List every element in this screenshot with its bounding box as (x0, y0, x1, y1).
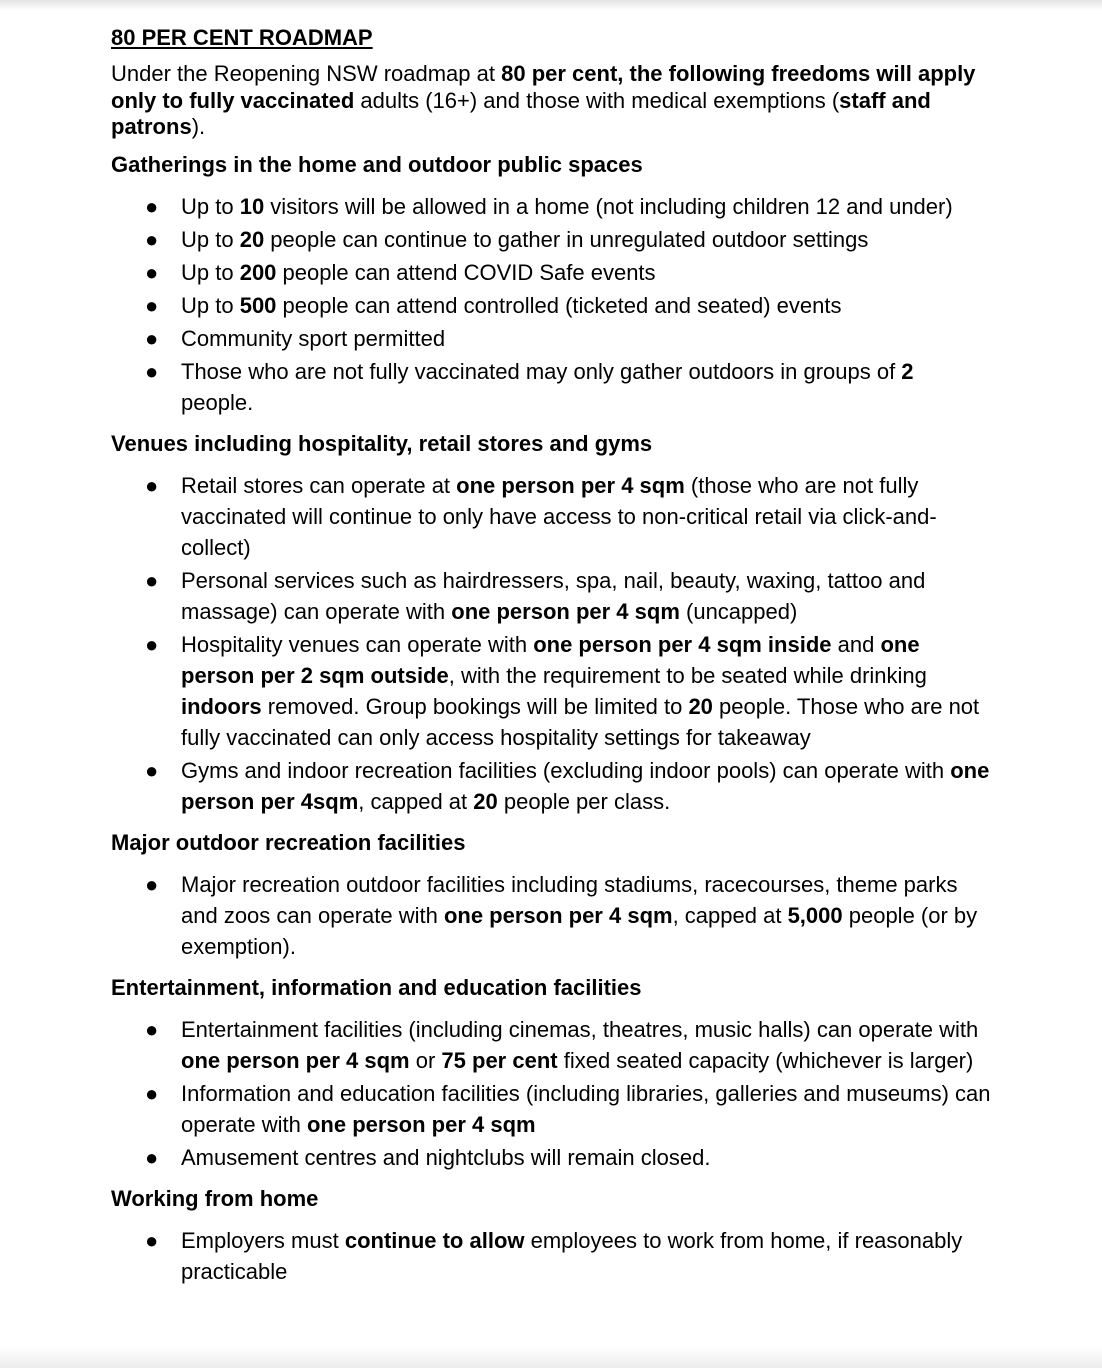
list-item: ● Those who are not fully vaccinated may only gather outdoors in groups of 2 people. (111, 356, 991, 418)
list-item: ● Personal services such as hairdressers, spa, nail, beauty, waxing, tattoo and massage) can operate with one person per 4 sqm (uncapped) (111, 565, 991, 627)
list-item: ● Employers must continue to allow employees to work from home, if reasonably practicable (111, 1225, 991, 1287)
list-item: ● Up to 500 people can attend controlled (ticketed and seated) events (111, 290, 991, 321)
list-item: ● Gyms and indoor recreation facilities (excluding indoor pools) can operate with one person per 4sqm, capped at 20 people per class. (111, 755, 991, 817)
list-item: ● Amusement centres and nightclubs will remain closed. (111, 1142, 991, 1173)
list-item: ● Community sport permitted (111, 323, 991, 354)
bullet-icon: ● (145, 1227, 159, 1253)
list-item: ● Up to 200 people can attend COVID Safe events (111, 257, 991, 288)
list-venues (111, 470, 991, 817)
bullet-icon: ● (145, 1080, 159, 1106)
heading-venues: Venues including hospitality, retail stores and gyms (111, 430, 653, 456)
bullet-icon: ● (145, 325, 159, 351)
list-item: ● Hospitality venues can operate with one person per 4 sqm inside and one person per 2 sqm outside, with the requirement to be seated while drinking indoors removed. Group bookings will be limited to 20 people. Those who are not fully vaccinated can only access hospitality settings for takeaway (111, 629, 991, 753)
heading-working-from-home: Working from home (111, 1185, 319, 1211)
heading-outdoor-recreation: Major outdoor recreation facilities (111, 829, 466, 855)
list-entertainment (111, 1014, 991, 1173)
document-page (111, 24, 991, 1289)
bullet-icon: ● (145, 871, 159, 897)
bullet-icon: ● (145, 358, 159, 384)
list-item: ● Up to 20 people can continue to gather in unregulated outdoor settings (111, 224, 991, 255)
list-item: ● Major recreation outdoor facilities including stadiums, racecourses, theme parks and zoos can operate with one person per 4 sqm, capped at 5,000 people (or by exemption). (111, 869, 991, 962)
bullet-icon: ● (145, 226, 159, 252)
list-item: ● Retail stores can operate at one person per 4 sqm (those who are not fully vaccinated will continue to only have access to non-critical retail via click-and-collect) (111, 470, 991, 563)
list-item: ● Up to 10 visitors will be allowed in a home (not including children 12 and under) (111, 191, 991, 222)
heading-entertainment: Entertainment, information and education facilities (111, 974, 642, 1000)
page-top-shadow (0, 0, 1102, 10)
bullet-icon: ● (145, 193, 159, 219)
bullet-icon: ● (145, 757, 159, 783)
page-bottom-shadow (0, 1346, 1102, 1368)
page-title: 80 PER CENT ROADMAP (111, 25, 373, 50)
list-item: ● Information and education facilities (including libraries, galleries and museums) can operate with one person per 4 sqm (111, 1078, 991, 1140)
bullet-icon: ● (145, 259, 159, 285)
bullet-icon: ● (145, 631, 159, 657)
list-working-from-home (111, 1225, 991, 1287)
bullet-icon: ● (145, 472, 159, 498)
list-outdoor-recreation (111, 869, 991, 962)
bullet-icon: ● (145, 1144, 159, 1170)
bullet-icon: ● (145, 292, 159, 318)
heading-gatherings: Gatherings in the home and outdoor public spaces (111, 151, 643, 177)
bullet-icon: ● (145, 1016, 159, 1042)
bullet-icon: ● (145, 567, 159, 593)
list-gatherings (111, 191, 991, 418)
list-item: ● Entertainment facilities (including cinemas, theatres, music halls) can operate with one person per 4 sqm or 75 per cent fixed seated capacity (whichever is larger) (111, 1014, 991, 1076)
intro-paragraph: Under the Reopening NSW roadmap at 80 per cent, the following freedoms will apply only to fully vaccinated adults (16+) and those with medical exemptions (staff and patrons). (111, 61, 976, 139)
